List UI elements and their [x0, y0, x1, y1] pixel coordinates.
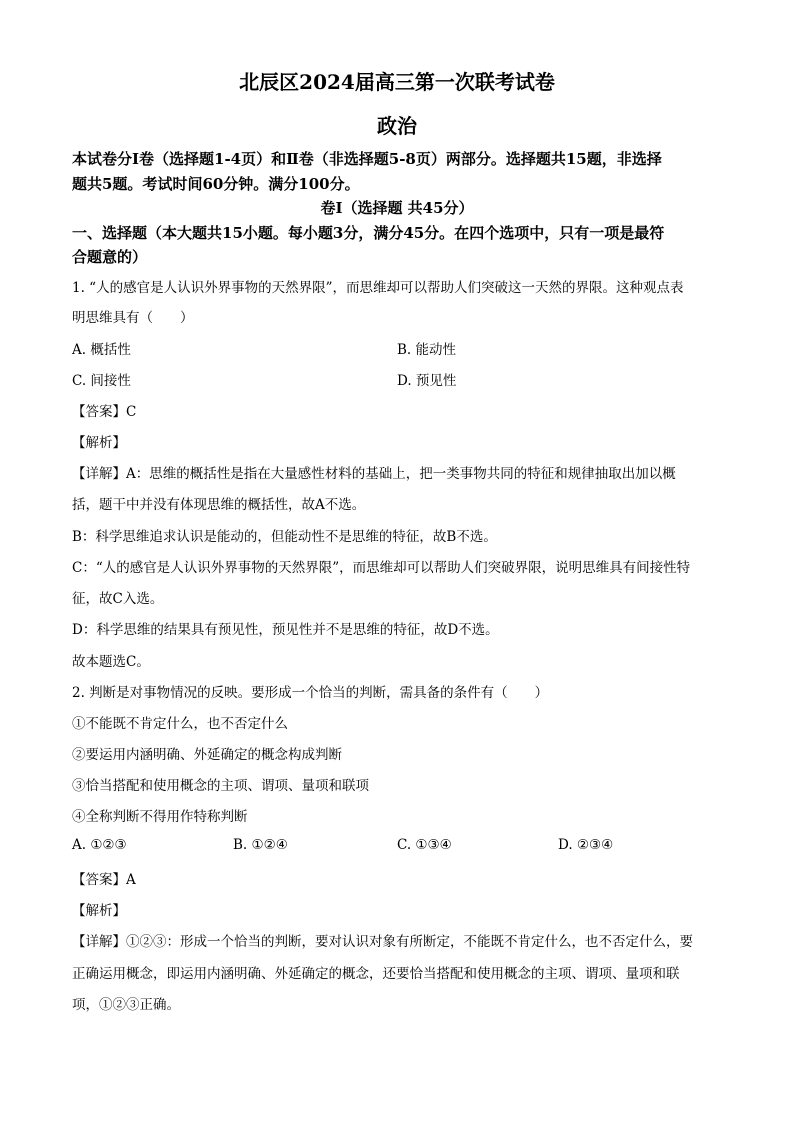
q1-detail-line-5: 征，故C入选。	[72, 591, 164, 607]
q2-option-d: D. ②③④	[558, 837, 614, 853]
q1-analysis-label: 【解析】	[72, 435, 126, 451]
q1-detail-line-3: B：科学思维追求认识是能动的，但能动性不是思维的特征，故B不选。	[72, 529, 497, 545]
q1-detail-line-1: 【详解】A：思维的概括性是指在大量感性材料的基础上，把一类事物共同的特征和规律抽取出加以概	[72, 466, 676, 482]
q2-statement-3: ③恰当搭配和使用概念的主项、谓项、量项和联项	[72, 778, 369, 794]
q1-stem-line-1: 1. “人的感官是人认识外界事物的天然界限”，而思维却可以帮助人们突破这一天然的界限。这种观点表	[72, 280, 684, 296]
section-heading: 卷Ⅰ（选择题 共45分）	[320, 199, 474, 217]
q1-option-c: C. 间接性	[72, 373, 131, 389]
intro-line-2: 题共5题。考试时间60分钟。满分100分。	[72, 175, 360, 193]
exam-title: 北辰区2024届高三第一次联考试卷	[239, 70, 555, 94]
q2-analysis-label: 【解析】	[72, 903, 126, 919]
q2-option-b: B. ①②④	[233, 837, 288, 853]
subject-title: 政治	[377, 114, 417, 138]
q2-detail-line-3: 项，①②③正确。	[72, 997, 180, 1013]
q1-detail-line-2: 括，题干中并没有体现思维的概括性，故A不选。	[72, 497, 366, 513]
q2-answer: 【答案】A	[72, 872, 136, 888]
q2-option-c: C. ①③④	[397, 837, 452, 853]
q2-statement-4: ④全称判断不得用作特称判断	[72, 809, 248, 825]
q1-detail-line-6: D：科学思维的结果具有预见性，预见性并不是思维的特征，故D不选。	[72, 622, 499, 638]
q1-option-b: B. 能动性	[397, 342, 457, 358]
q2-option-a: A. ①②③	[72, 837, 127, 853]
q1-detail-line-4: C：“人的感官是人认识外界事物的天然界限”，而思维却可以帮助人们突破界限，说明思维具有间接性特	[72, 560, 691, 576]
q2-detail-line-1: 【详解】①②③：形成一个恰当的判断，要对认识对象有所断定，不能既不肯定什么，也不否定什么，要	[72, 934, 693, 950]
q1-stem-line-2: 明思维具有（ ）	[72, 310, 194, 326]
q2-detail-line-2: 正确运用概念，即运用内涵明确、外延确定的概念，还要恰当搭配和使用概念的主项、谓项、量项和联	[72, 966, 680, 982]
q1-detail-line-7: 故本题选C。	[72, 654, 150, 670]
intro-line-1: 本试卷分Ⅰ卷（选择题1-4页）和Ⅱ卷（非选择题5-8页）两部分。选择题共15题，非选择	[72, 150, 662, 168]
q2-stem: 2. 判断是对事物情况的反映。要形成一个恰当的判断，需具备的条件有（ ）	[72, 685, 549, 701]
q1-option-d: D. 预见性	[397, 373, 457, 389]
section-instruction-1: 一、选择题（本大题共15小题。每小题3分，满分45分。在四个选项中，只有一项是最符	[72, 224, 665, 242]
q1-option-a: A. 概括性	[72, 342, 131, 358]
q1-answer: 【答案】C	[72, 404, 137, 420]
q2-statement-2: ②要运用内涵明确、外延确定的概念构成判断	[72, 747, 342, 763]
section-instruction-2: 合题意的）	[72, 248, 148, 266]
q2-statement-1: ①不能既不肯定什么，也不否定什么	[72, 716, 288, 732]
